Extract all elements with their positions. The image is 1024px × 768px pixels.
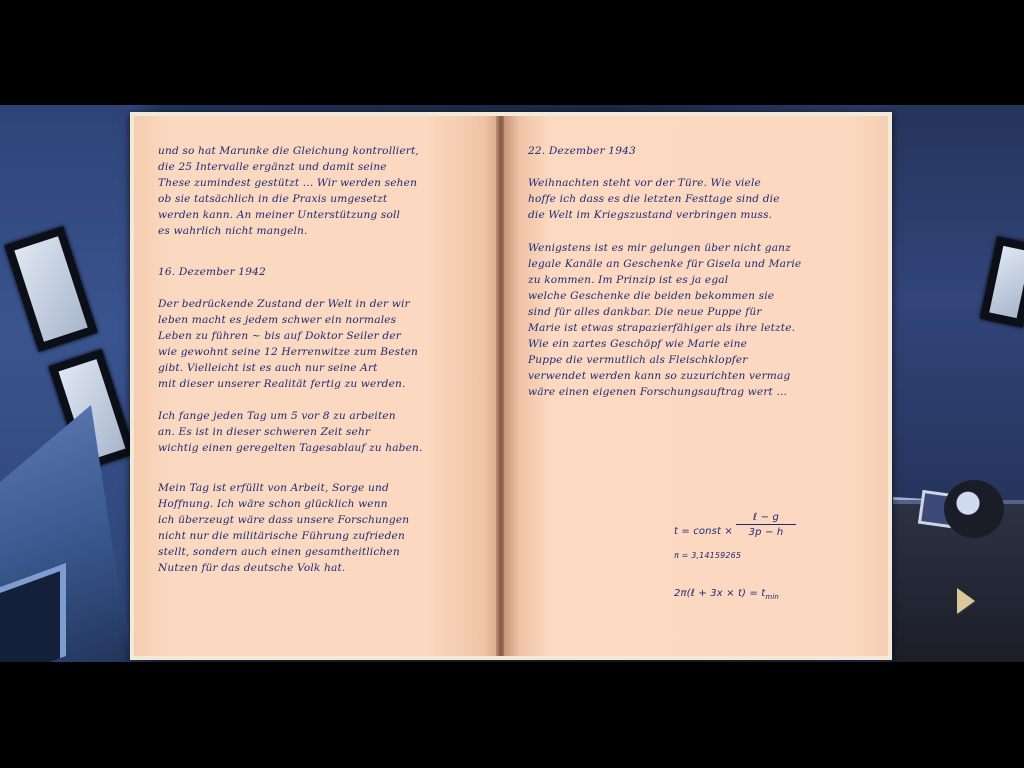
formula-line-1: t = const × xyxy=(674,526,733,537)
left-paragraph-1: und so hat Marunke die Gleichung kontrolliert, die 25 Intervalle ergänzt und damit seine These zumindest gestützt ... Wir werden sehen ob sie tatsächlich in die Praxis umgesetzt werden kann. An meiner Unterstützung soll es wahrlich nicht mangeln. xyxy=(158,145,419,237)
left-paragraph-4: Mein Tag ist erfüllt von Arbeit, Sorge und Hoffnung. Ich wäre schon glücklich wenn ich überzeugt wäre dass unsere Forschungen nicht nur die militärische Führung zufrieden stellt, sondern auch einen gesamtheitlichen Nutzen für das deutsche Volk hat. xyxy=(158,482,410,574)
right-paragraph-1: Weihnachten steht vor der Türe. Wie viele hoffe ich dass es die letzten Festtage sind die die Welt im Kriegszustand verbringen muss. xyxy=(528,177,780,221)
left-entry-date: 16. Dezember 1942 xyxy=(158,266,266,278)
formula-pi: π = 3,14159265 xyxy=(674,551,742,560)
diary-book xyxy=(130,112,892,660)
diary-page-left[interactable] xyxy=(134,116,498,656)
clock xyxy=(944,480,1004,538)
formula-line-3: 2π(ℓ + $3x \times t) = t_{min}$ xyxy=(674,588,780,601)
diary-page-right[interactable] xyxy=(504,116,888,656)
left-paragraph-3: Ich fange jeden Tag um 5 vor 8 zu arbeiten an. Es ist in dieser schweren Zeit sehr wichtig einen geregelten Tagesablauf zu haben. xyxy=(158,410,423,454)
right-paragraph-2: Wenigstens ist es mir gelungen über nicht ganz legale Kanäle an Geschenke für Gisela und Marie zu kommen. Im Prinzip ist es ja egal welche Geschenke die beiden bekommen sie sind für alles dankbar. Die neue Puppe für Marie ist etwas strapazierfähiger als ihre letzte. Wie ein zartes Geschöpf wie Marie eine Puppe die vermutlich als Fleischklopfer verwendet werden kann so zuzurichten vermag wäre einen eigenen Forschungsauftrag wert ... xyxy=(528,242,802,398)
right-entry-date: 22. Dezember 1943 xyxy=(528,145,636,157)
arrow-cursor-icon xyxy=(957,588,975,614)
formula-fraction: ℓ − g 3p − h xyxy=(736,512,796,542)
left-paragraph-2: Der bedrückende Zustand der Welt in der wir leben macht es jedem schwer ein normales Leben zu führen ~ bis auf Doktor Seiler der wie gewohnt seine 12 Herrenwitze zum Besten gibt. Vielleicht ist es auch nur seine Art mit dieser unserer Realität fertig zu werden. xyxy=(158,298,419,390)
